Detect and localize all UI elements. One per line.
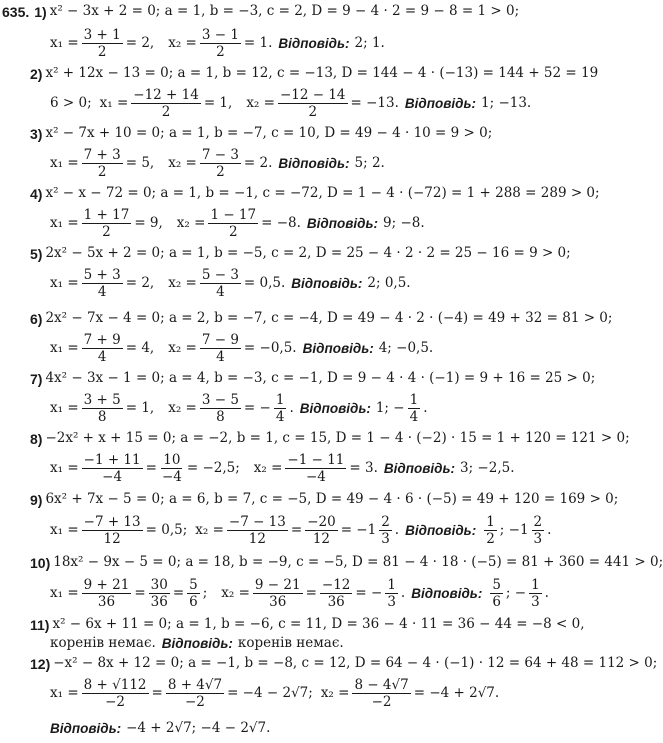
equals-sign: = — [134, 584, 146, 601]
fraction: $\frac{-1 + 11}{-4}$ — [83, 452, 141, 486]
answer-value: 1; −13. — [481, 94, 532, 111]
answer-value: −4 + 2√7; −4 − 2√7. — [126, 720, 271, 736]
equation: x² − x − 72 = 0; a = 1, b = −1, c = −72, D = 1 − 4 · (−72) = 1 + 288 = 289 > 0; — [45, 185, 600, 202]
answer-separator: ; −1 — [499, 521, 529, 538]
problem-number: 5) — [30, 246, 43, 262]
punctuation: ; — [202, 584, 208, 601]
equals-sign: = — [151, 684, 163, 701]
root-value: = 0,5. — [243, 274, 286, 291]
answer-value: 4; −0,5. — [378, 339, 434, 356]
fraction: $\frac{-7 + 13}{12}$ — [83, 514, 141, 548]
fraction: $\frac{7 - 3}{2}$ — [201, 147, 239, 181]
root-label: x₂ = — [176, 214, 206, 231]
equation: 2x² − 7x − 4 = 0; a = 2, b = −7, c = −4, D = 49 − 4 · 2 · (−4) = 49 + 32 = 81 > 0; — [45, 310, 613, 327]
fraction: $\frac{5 - 3}{4}$ — [201, 267, 239, 301]
problem-number: 9) — [30, 492, 43, 508]
problem-6-roots-line — [50, 333, 433, 364]
problem-number: 3) — [30, 126, 43, 142]
punctuation: . — [394, 521, 400, 538]
root-value: = −4 + 2√7. — [413, 684, 500, 701]
equation: 2x² − 5x + 2 = 0; a = 1, b = −5, c = 2, D = 25 − 4 · 2 · 2 = 25 − 16 = 9 > 0; — [45, 245, 571, 262]
fraction: $\frac{1 - 17}{2}$ — [210, 207, 257, 241]
equation: 18x² − 9x − 5 = 0; a = 18, b = −9, c = −5, D = 81 − 4 · 18 · (−5) = 81 + 360 = 441 > 0; — [53, 554, 663, 571]
problem-12-roots-line — [50, 678, 499, 709]
equals-sign: = — [145, 459, 157, 476]
answer-label: Відповідь: — [302, 340, 374, 356]
root-label: x₂ = — [320, 684, 350, 701]
answer-value: 2; 0,5. — [367, 274, 411, 291]
root-value: = −13. — [350, 94, 399, 111]
root-label: x₁ = — [50, 274, 79, 291]
root-value: = −1 — [340, 521, 377, 538]
fraction: $\frac{1}{2}$ — [486, 514, 495, 548]
root-label: x₂ = — [168, 34, 197, 51]
answer-label: Відповідь: — [161, 636, 233, 651]
answer-label: Відповідь: — [383, 460, 455, 476]
equals-sign: = — [172, 584, 185, 601]
equals-sign: = — [290, 521, 303, 538]
equation: x² − 6x + 11 = 0; a = 1, b = −6, c = 11, D = 36 − 4 · 11 = 36 − 44 = −8 < 0, — [52, 616, 585, 633]
problem-number: 10) — [30, 555, 51, 571]
fraction: $\frac{10}{-4}$ — [161, 452, 182, 486]
fraction: $\frac{1}{4}$ — [275, 392, 285, 426]
root-label: x₁ = — [99, 94, 129, 111]
problem-4-roots-line — [50, 208, 425, 239]
fraction: $\frac{8 + 4√7}{-2}$ — [167, 677, 223, 711]
root-value: = 3. — [349, 459, 378, 476]
equation: x² − 3x + 2 = 0; a = 1, b = −3, c = 2, D = 9 − 4 · 2 = 9 − 8 = 1 > 0; — [49, 3, 520, 20]
answer-label: Відповідь: — [306, 215, 379, 231]
problem-number: 2) — [30, 66, 43, 82]
problem-12-answer-line — [50, 722, 270, 736]
answer-label: Відповідь: — [278, 35, 350, 51]
fraction: $\frac{-12 + 14}{2}$ — [133, 87, 199, 121]
answer-value: коренів немає. — [237, 635, 344, 651]
problem-5-roots-line — [50, 268, 411, 299]
fraction: $\frac{8 - 4√7}{-2}$ — [354, 677, 409, 711]
exercise-number: 635. — [2, 4, 30, 20]
fraction: $\frac{2}{3}$ — [533, 514, 543, 548]
root-value: = 0,5; — [145, 521, 188, 538]
fraction: $\frac{-12}{36}$ — [321, 577, 351, 611]
problem-8-roots-line — [50, 453, 515, 484]
root-value: = 4, — [125, 339, 155, 356]
problem-9-roots-line — [50, 515, 551, 546]
fraction: $\frac{2}{3}$ — [381, 514, 390, 548]
root-value: = 2. — [243, 154, 273, 171]
root-value: = 2, — [125, 34, 155, 51]
root-label: x₁ = — [50, 584, 79, 601]
root-label: x₁ = — [50, 34, 79, 51]
problem-8-equation-line — [30, 432, 630, 446]
root-label: x₂ = — [246, 94, 275, 111]
root-value: = −0,5. — [243, 339, 297, 356]
root-label: x₂ = — [168, 154, 197, 171]
fraction: $\frac{-12 - 14}{2}$ — [279, 87, 346, 121]
fraction: $\frac{5}{6}$ — [189, 577, 198, 611]
root-value: = 5, — [125, 154, 155, 171]
problem-number: 7) — [30, 371, 43, 387]
fraction: $\frac{3 - 5}{8}$ — [201, 392, 239, 426]
fraction: $\frac{9 - 21}{36}$ — [254, 577, 301, 611]
fraction: $\frac{1 + 17}{2}$ — [83, 207, 130, 241]
no-roots-text: коренів немає. — [50, 635, 156, 651]
root-value: = − — [355, 584, 383, 601]
root-label: x₁ = — [50, 154, 79, 171]
equation: x² − 7x + 10 = 0; a = 1, b = −7, c = 10, D = 49 − 4 · 10 = 9 > 0; — [45, 125, 493, 142]
root-label: x₂ = — [168, 274, 197, 291]
equation: −2x² + x + 15 = 0; a = −2, b = 1, c = 15, D = 1 − 4 · (−2) · 15 = 1 + 120 = 121 > 0; — [45, 430, 630, 447]
fraction: $\frac{9 + 21}{36}$ — [83, 577, 130, 611]
root-value: = 9, — [134, 214, 163, 231]
problem-number: 4) — [30, 186, 43, 202]
problem-number: 8) — [30, 431, 43, 447]
root-label: x₂ = — [168, 399, 197, 416]
root-label: x₂ = — [195, 521, 224, 538]
problem-9-equation-line — [30, 493, 618, 507]
fraction: $\frac{-20}{12}$ — [307, 514, 336, 548]
root-label: x₁ = — [50, 339, 79, 356]
root-value: = −8. — [261, 214, 301, 231]
fraction: $\frac{8 + √112}{-2}$ — [83, 677, 147, 711]
equation: 6x² + 7x − 5 = 0; a = 6, b = 7, c = −5, D = 49 − 4 · 6 · (−5) = 49 + 120 = 169 > 0; — [45, 491, 619, 508]
root-value: = − — [243, 399, 271, 416]
answer-label: Відповідь: — [405, 522, 477, 538]
problem-10-roots-line — [50, 578, 549, 609]
problem-number: 12) — [30, 656, 51, 672]
root-value: = −2,5; — [186, 459, 240, 476]
fraction: $\frac{3 + 5}{8}$ — [83, 392, 121, 426]
fraction: $\frac{3 - 1}{2}$ — [201, 27, 239, 61]
problem-4-equation-line — [30, 187, 600, 201]
answer-separator: ; − — [505, 584, 527, 601]
root-label: x₁ = — [50, 684, 79, 701]
root-value: = 1. — [243, 34, 273, 51]
discriminant-tail: 6 > 0; — [50, 94, 92, 111]
root-value: = −4 − 2√7; — [227, 684, 313, 701]
problem-12-equation-line — [30, 657, 657, 671]
problem-1-equation-line — [2, 5, 519, 19]
equation: x² + 12x − 13 = 0; a = 1, b = 12, c = −13, D = 144 − 4 · (−13) = 144 + 52 = 19 — [45, 65, 599, 82]
problem-11-equation-line — [30, 618, 584, 632]
problem-3-roots-line — [50, 148, 385, 179]
root-label: x₁ = — [50, 521, 79, 538]
problem-1-roots-line — [50, 28, 385, 59]
fraction: $\frac{5}{6}$ — [492, 577, 501, 611]
problem-7-equation-line — [30, 372, 595, 386]
fraction: $\frac{-1 - 11}{-4}$ — [287, 452, 345, 486]
fraction: $\frac{7 - 9}{4}$ — [201, 332, 239, 366]
punctuation: . — [547, 521, 552, 538]
answer-value: 1; − — [375, 399, 405, 416]
fraction: $\frac{-7 - 13}{12}$ — [228, 514, 286, 548]
answer-label: Відповідь: — [299, 400, 371, 416]
root-label: x₂ = — [221, 584, 250, 601]
root-value: = 2, — [125, 274, 155, 291]
fraction: $\frac{5 + 3}{4}$ — [83, 267, 121, 301]
problem-2-roots-line — [50, 88, 531, 119]
equation: 4x² − 3x − 1 = 0; a = 4, b = −3, c = −1, D = 9 − 4 · 4 · (−1) = 9 + 16 = 25 > 0; — [45, 370, 596, 387]
fraction: $\frac{1}{3}$ — [531, 577, 540, 611]
problem-6-equation-line — [30, 312, 612, 326]
root-label: x₂ = — [168, 339, 197, 356]
root-label: x₂ = — [253, 459, 283, 476]
punctuation: . — [400, 584, 406, 601]
root-value: = 1, — [203, 94, 233, 111]
fraction: $\frac{1}{4}$ — [409, 392, 419, 426]
problem-number: 1) — [34, 4, 47, 20]
answer-value: 9; −8. — [383, 214, 425, 231]
problem-number: 6) — [30, 311, 43, 327]
answer-label: Відповідь: — [411, 585, 483, 601]
answer-label: Відповідь: — [278, 155, 350, 171]
fraction: $\frac{7 + 9}{4}$ — [83, 332, 121, 366]
problem-11-answer-line — [50, 637, 344, 651]
punctuation: . — [423, 399, 428, 416]
answer-label: Відповідь: — [50, 721, 122, 736]
equation: −x² − 8x + 12 = 0; a = −1, b = −8, c = 12, D = 64 − 4 · (−1) · 12 = 64 + 48 = 112 > 0; — [53, 655, 658, 672]
answer-label: Відповідь: — [291, 275, 363, 291]
root-value: = 1, — [125, 399, 155, 416]
punctuation: . — [289, 399, 294, 416]
answer-label: Відповідь: — [404, 95, 477, 111]
answer-value: 5; 2. — [354, 154, 385, 171]
root-label: x₁ = — [50, 214, 79, 231]
problem-2-equation-line — [30, 67, 598, 81]
fraction: $\frac{7 + 3}{2}$ — [83, 147, 121, 181]
equals-sign: = — [305, 584, 317, 601]
fraction: $\frac{30}{36}$ — [150, 577, 168, 611]
fraction: $\frac{1}{3}$ — [387, 577, 396, 611]
problem-10-equation-line — [30, 556, 663, 570]
problem-7-roots-line — [50, 393, 427, 424]
root-label: x₁ = — [50, 399, 79, 416]
problem-3-equation-line — [30, 127, 492, 141]
punctuation: . — [544, 584, 549, 601]
fraction: $\frac{3 + 1}{2}$ — [83, 27, 121, 61]
problem-5-equation-line — [30, 247, 571, 261]
root-label: x₁ = — [50, 459, 79, 476]
problem-number: 11) — [30, 617, 50, 633]
answer-value: 2; 1. — [354, 34, 385, 51]
answer-value: 3; −2,5. — [460, 459, 515, 476]
